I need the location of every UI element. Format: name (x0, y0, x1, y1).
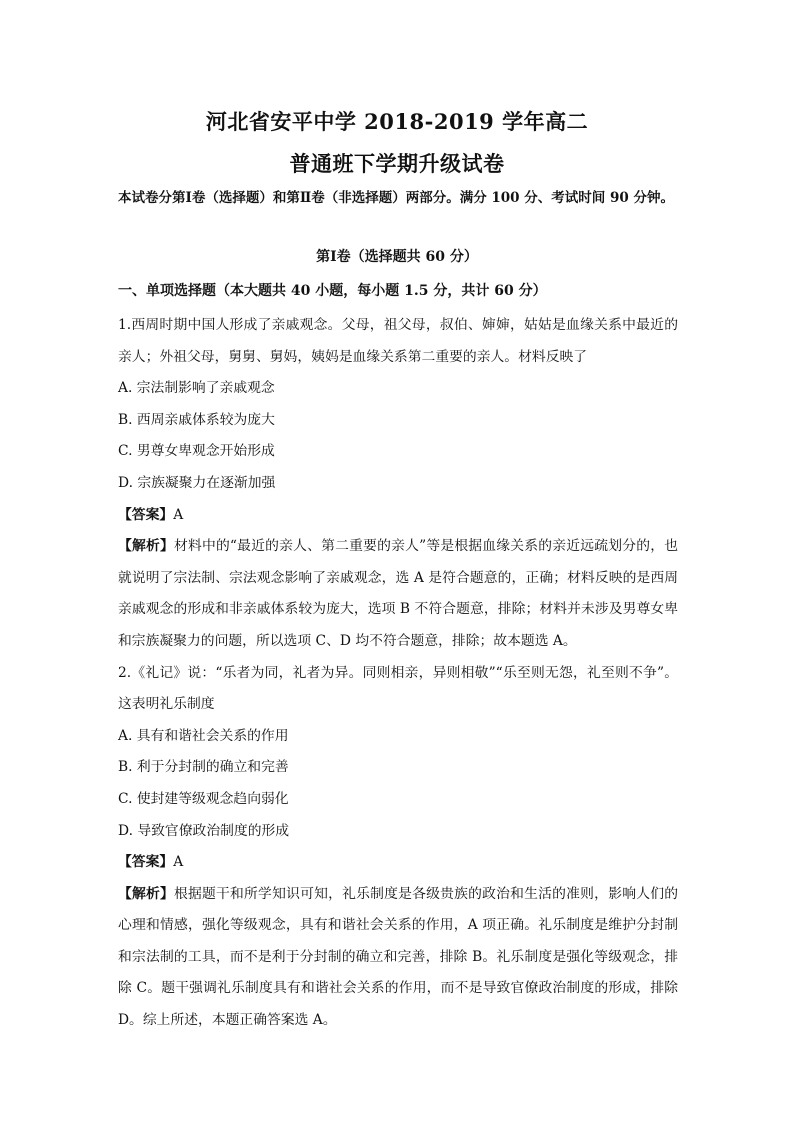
question-stem: 1.西周时期中国人形成了亲戚观念。父母，祖父母，叔伯、婶婶，姑姑是血缘关系中最近的亲人；外祖父母，舅舅、舅妈，姨妈是血缘关系第二重要的亲人。材料反映了 (118, 317, 678, 365)
exam-title-line-1: 河北省安平中学 2018-2019 学年高二 (205, 109, 589, 134)
option-b: B. 西周亲戚体系较为庞大 (118, 411, 275, 428)
analysis-label: 【解析】 (118, 885, 175, 902)
option-c: C. 使封建等级观念趋向弱化 (118, 790, 289, 807)
exam-title-line-2: 普通班下学期升级试卷 (289, 151, 505, 176)
part-title: 一、单项选择题（本大题共 40 小题，每小题 1.5 分，共计 60 分） (118, 283, 547, 299)
question-1 (118, 310, 678, 658)
option-d: D. 导致官僚政治制度的形成 (118, 822, 290, 839)
question-stem: 2.《礼记》说：“乐者为同，礼者为异。同则相亲，异则相敬”“乐至则无怨，礼至则不争”。这表明礼乐制度 (118, 664, 678, 713)
option-d: D. 宗族凝聚力在逐渐加强 (118, 474, 276, 491)
answer-value: A (173, 854, 184, 871)
answer-label: 【答案】 (118, 506, 174, 523)
analysis-text: 材料中的“最近的亲人、第二重要的亲人”等是根据血缘关系的亲近远疏划分的，也就说明了宗法制、宗法观念影响了亲戚观念，选 A 是符合题意的，正确；材料反映的是西周亲戚观念的形成和非亲戚体系较为庞大，选项 B 不符合题意，排除；材料并未涉及男尊女卑和宗族凝聚力的问题，所以选项 C、D 均不符合题意，排除；故本题选 A。 (118, 538, 678, 649)
analysis-paragraph (118, 531, 678, 657)
analysis-label: 【解析】 (118, 538, 174, 555)
answer-label: 【答案】 (118, 854, 174, 871)
option-c: C. 男尊女卑观念开始形成 (118, 443, 275, 460)
analysis-text: 根据题干和所学知识可知，礼乐制度是各级贵族的政治和生活的准则，影响人们的心理和情感，强化等级观念，具有和谐社会关系的作用，A 项正确。礼乐制度是维护分封制和宗法制的工具，而不是利于分封制的确立和完善，排除 B。礼乐制度是强化等级观念，排除 C。题干强调礼乐制度具有和谐社会关系的作用，而不是导致官僚政治制度的形成，排除 D。综上所述，本题正确答案选 A。 (118, 885, 679, 1029)
question-2 (118, 658, 678, 1037)
answer-line (118, 847, 678, 879)
option-b: B. 利于分封制的确立和完善 (118, 759, 289, 776)
questions-content (118, 310, 678, 1037)
answer-value: A (173, 506, 184, 523)
option-a: A. 具有和谐社会关系的作用 (118, 727, 289, 744)
exam-intro: 本试卷分第Ⅰ卷（选择题）和第Ⅱ卷（非选择题）两部分。满分 100 分、考试时间 90 分钟。 (118, 190, 674, 206)
section-title: 第Ⅰ卷（选择题共 60 分） (316, 249, 478, 265)
option-a: A. 宗法制影响了亲戚观念 (118, 380, 275, 397)
answer-line (118, 500, 678, 532)
analysis-paragraph (118, 879, 678, 1037)
